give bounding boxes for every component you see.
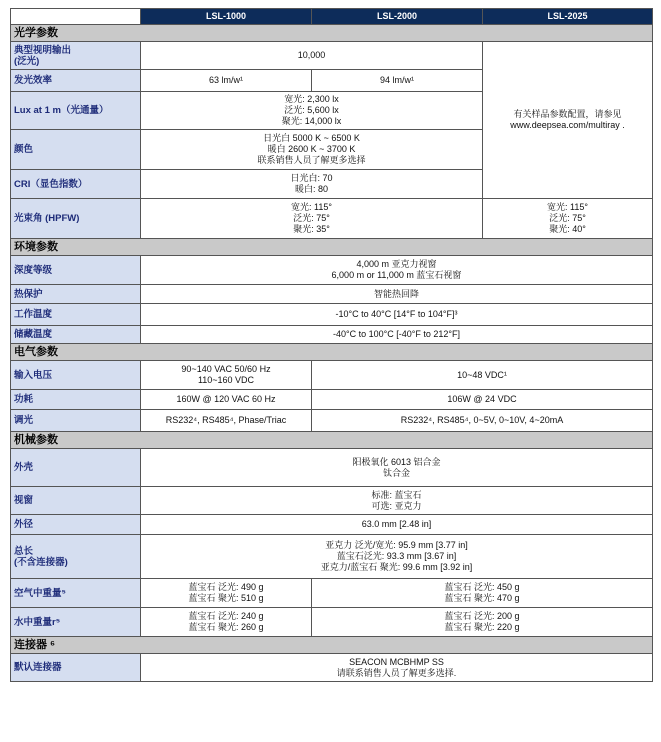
input-voltage-other: 10~48 VDC¹	[312, 361, 653, 390]
lux-value: 宽光: 2,300 lx 泛光: 5,600 lx 聚光: 14,000 lx	[141, 92, 483, 130]
depth-value: 4,000 m 亚克力视窗 6,000 m or 11,000 m 蓝宝石视窗	[141, 256, 653, 285]
header-lsl-2000: LSL-2000	[312, 9, 483, 25]
length-value: 亚克力 泛光/宽光: 95.9 mm [3.77 in] 蓝宝石泛光: 93.3 mm [3.67 in] 亚克力/蓝宝石 聚光: 99.6 mm [3.92 in]	[141, 535, 653, 579]
window-label: 视窗	[11, 487, 141, 515]
dimming-other: RS232⁴, RS485⁴, 0~5V, 0~10V, 4~20mA	[312, 410, 653, 432]
water-weight-lsl-1000: 蓝宝石 泛光: 240 g 蓝宝石 聚光: 260 g	[141, 608, 312, 637]
output-value: 10,000	[141, 42, 483, 70]
water-weight-label: 水中重量r⁵	[11, 608, 141, 637]
dimming-label: 调光	[11, 410, 141, 432]
cri-label: CRI（显色指数）	[11, 170, 141, 199]
thermal-label: 热保护	[11, 285, 141, 304]
header-lsl-2025: LSL-2025	[483, 9, 653, 25]
header-lsl-1000: LSL-1000	[141, 9, 312, 25]
operating-temp-value: -10°C to 40°C [14°F to 104°F]³	[141, 304, 653, 326]
power-other: 106W @ 24 VDC	[312, 390, 653, 410]
header-blank	[11, 9, 141, 25]
air-weight-lsl-1000: 蓝宝石 泛光: 490 g 蓝宝石 聚光: 510 g	[141, 579, 312, 608]
default-connector-label: 默认连接器	[11, 654, 141, 682]
cri-value: 日光白: 70 暖白: 80	[141, 170, 483, 199]
efficacy-lsl-1000: 63 lm/w¹	[141, 70, 312, 92]
air-weight-label: 空气中重量⁵	[11, 579, 141, 608]
section-connector: 连接器 ⁶	[11, 637, 653, 654]
section-optical: 光学参数	[11, 25, 653, 42]
color-value: 日光白 5000 K ~ 6500 K 暖白 2600 K ~ 3700 K 联系销售人员了解更多选择	[141, 130, 483, 170]
input-voltage-label: 输入电压	[11, 361, 141, 390]
default-connector-value: SEACON MCBHMP SS 请联系销售人员了解更多选择.	[141, 654, 653, 682]
exterior-value: 阳极氧化 6013 铝合金 钛合金	[141, 449, 653, 487]
diameter-label: 外径	[11, 515, 141, 535]
water-weight-other: 蓝宝石 泛光: 200 g 蓝宝石 聚光: 220 g	[312, 608, 653, 637]
storage-temp-label: 储藏温度	[11, 326, 141, 344]
lux-label: Lux at 1 m（光通量）	[11, 92, 141, 130]
window-value: 标准: 蓝宝石 可选: 亚克力	[141, 487, 653, 515]
efficacy-lsl-2000: 94 lm/w¹	[312, 70, 483, 92]
storage-temp-value: -40°C to 100°C [-40°F to 212°F]	[141, 326, 653, 344]
operating-temp-label: 工作温度	[11, 304, 141, 326]
exterior-label: 外壳	[11, 449, 141, 487]
dimming-lsl-1000: RS232⁴, RS485⁴, Phase/Triac	[141, 410, 312, 432]
spec-table	[10, 8, 653, 682]
length-label: 总长 (不含连接器)	[11, 535, 141, 579]
diameter-value: 63.0 mm [2.48 in]	[141, 515, 653, 535]
output-label: 典型视明输出 (泛光)	[11, 42, 141, 70]
thermal-value: 智能热回降	[141, 285, 653, 304]
section-environment: 环境参数	[11, 239, 653, 256]
beam-value: 宽光: 115° 泛光: 75° 聚光: 35°	[141, 199, 483, 239]
depth-label: 深度等级	[11, 256, 141, 285]
sample-note: 有关样品参数配置，请参见 www.deepsea.com/multiray .	[483, 42, 653, 199]
section-mechanical: 机械参数	[11, 432, 653, 449]
beam-lsl-2025: 宽光: 115° 泛光: 75° 聚光: 40°	[483, 199, 653, 239]
air-weight-other: 蓝宝石 泛光: 450 g 蓝宝石 聚光: 470 g	[312, 579, 653, 608]
input-voltage-lsl-1000: 90~140 VAC 50/60 Hz 110~160 VDC	[141, 361, 312, 390]
color-label: 颜色	[11, 130, 141, 170]
power-lsl-1000: 160W @ 120 VAC 60 Hz	[141, 390, 312, 410]
section-electrical: 电气参数	[11, 344, 653, 361]
beam-label: 光束角 (HPFW)	[11, 199, 141, 239]
efficacy-label: 发光效率	[11, 70, 141, 92]
power-label: 功耗	[11, 390, 141, 410]
